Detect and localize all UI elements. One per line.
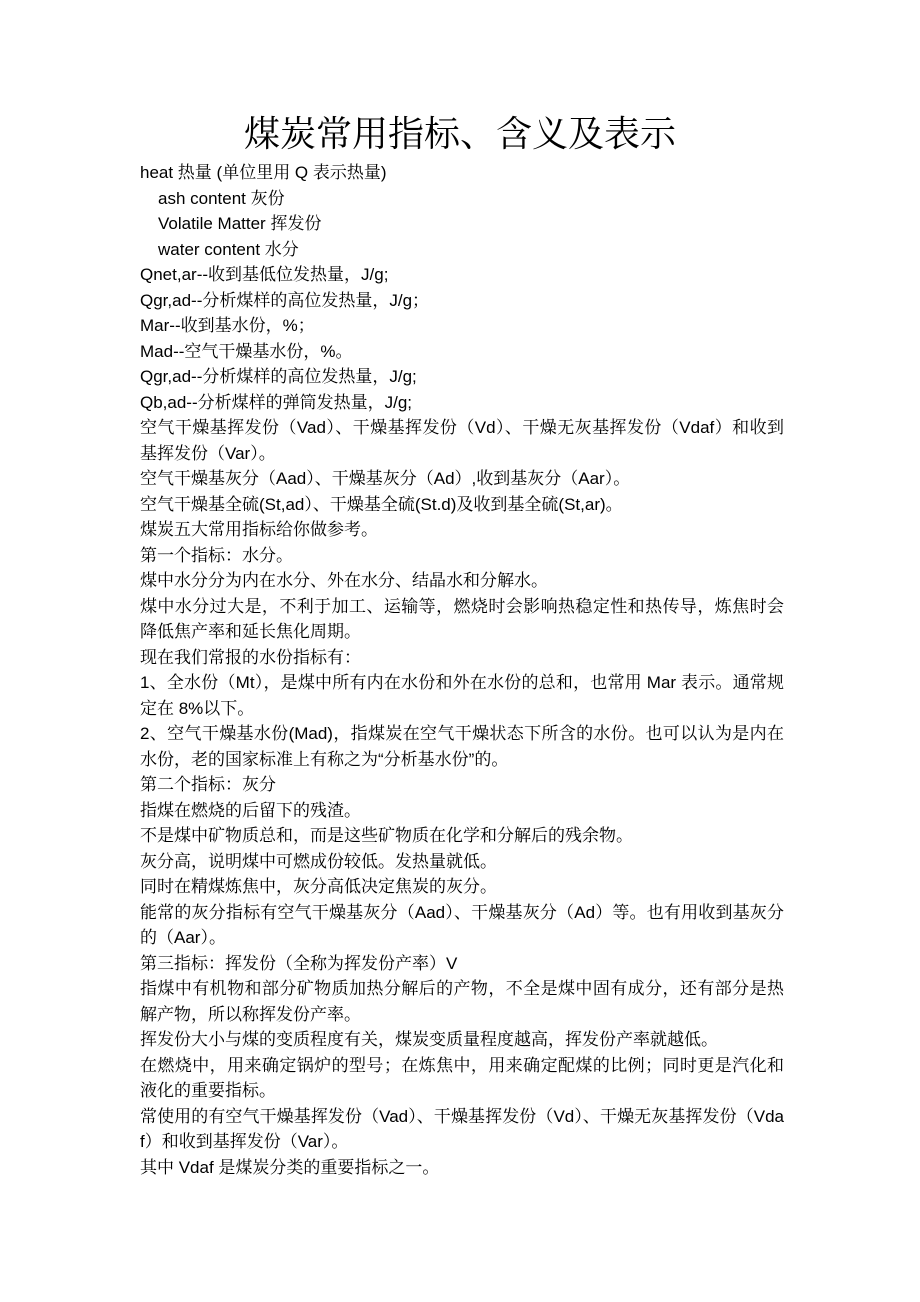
paragraph: 现在我们常报的水份指标有： bbox=[140, 647, 361, 667]
paragraph: 能常的灰分指标有空气干燥基灰分（Aad）、干燥基灰分（Ad）等。也有用收到基灰分的（Aar）。 bbox=[140, 902, 784, 947]
paragraph: 煤中水分分为内在水分、外在水分、结晶水和分解水。 bbox=[140, 571, 548, 590]
term-line: heat 热量 (单位里用 Q 表示热量) bbox=[140, 163, 387, 182]
section-heading: 第三指标：挥发份（全称为挥发份产率）V bbox=[140, 953, 458, 973]
paragraph: 煤中水分过大是，不利于加工、运输等，燃烧时会影响热稳定性和热传导，炼焦时会降低焦产率和延长焦化周期。 bbox=[140, 596, 784, 641]
paragraph: 同时在精煤炼焦中，灰分高低决定焦炭的灰分。 bbox=[140, 877, 497, 896]
paragraph: 指煤中有机物和部分矿物质加热分解后的产物，不全是煤中固有成分，还有部分是热解产物，所以称挥发份产率。 bbox=[140, 979, 784, 1024]
paragraph: 常使用的有空气干燥基挥发份（Vad）、干燥基挥发份（Vd）、干燥无灰基挥发份（Vdaf）和收到基挥发份（Var）。 bbox=[140, 1106, 784, 1151]
paragraph: Qb,ad--分析煤样的弹筒发热量，J/g; bbox=[140, 392, 413, 412]
paragraph: 在燃烧中，用来确定锅炉的型号；在炼焦中，用来确定配煤的比例；同时更是汽化和液化的重要指标。 bbox=[140, 1055, 784, 1100]
term-line: water content 水分 bbox=[158, 239, 299, 259]
paragraph: 其中 Vdaf 是煤炭分类的重要指标之一。 bbox=[140, 1157, 440, 1177]
paragraph: Qnet,ar--收到基低位发热量，J/g; bbox=[140, 265, 389, 284]
paragraph: 灰分高，说明煤中可燃成份较低。发热量就低。 bbox=[140, 851, 497, 871]
document-body bbox=[140, 160, 784, 1180]
paragraph: Mar--收到基水份，%； bbox=[140, 316, 315, 335]
section-heading: 第二个指标：灰分 bbox=[140, 775, 276, 794]
paragraph: 2、空气干燥基水份(Mad)，指煤炭在空气干燥状态下所含的水份。也可以认为是内在水份，老的国家标准上有称之为“分析基水份”的。 bbox=[140, 724, 784, 769]
paragraph: 挥发份大小与煤的变质程度有关，煤炭变质量程度越高，挥发份产率就越低。 bbox=[140, 1030, 718, 1049]
paragraph: 指煤在燃烧的后留下的残渣。 bbox=[140, 800, 361, 820]
paragraph: 不是煤中矿物质总和，而是这些矿物质在化学和分解后的残余物。 bbox=[140, 826, 633, 845]
term-line: Volatile Matter 挥发份 bbox=[158, 214, 322, 233]
paragraph: Qgr,ad--分析煤样的高位发热量，J/g； bbox=[140, 290, 430, 310]
paragraph: Qgr,ad--分析煤样的高位发热量，J/g; bbox=[140, 367, 417, 386]
term-line: ash content 灰份 bbox=[158, 188, 285, 208]
paragraph: 空气干燥基全硫(St,ad）、干燥基全硫(St.d)及收到基全硫(St,ar)。 bbox=[140, 494, 623, 514]
section-heading: 第一个指标：水分。 bbox=[140, 545, 293, 565]
paragraph: 1、全水份（Mt），是煤中所有内在水份和外在水份的总和，也常用 Mar 表示。通常规定在 8%以下。 bbox=[140, 673, 784, 718]
document-title: 煤炭常用指标、含义及表示 bbox=[243, 114, 676, 155]
paragraph: 空气干燥基灰分（Aad）、干燥基灰分（Ad）,收到基灰分（Aar）。 bbox=[140, 469, 631, 488]
paragraph: Mad--空气干燥基水份，%。 bbox=[140, 341, 353, 361]
paragraph: 空气干燥基挥发份（Vad）、干燥基挥发份（Vd）、干燥无灰基挥发份（Vdaf）和收到基挥发份（Var）。 bbox=[140, 418, 784, 463]
paragraph: 煤炭五大常用指标给你做参考。 bbox=[140, 520, 378, 539]
